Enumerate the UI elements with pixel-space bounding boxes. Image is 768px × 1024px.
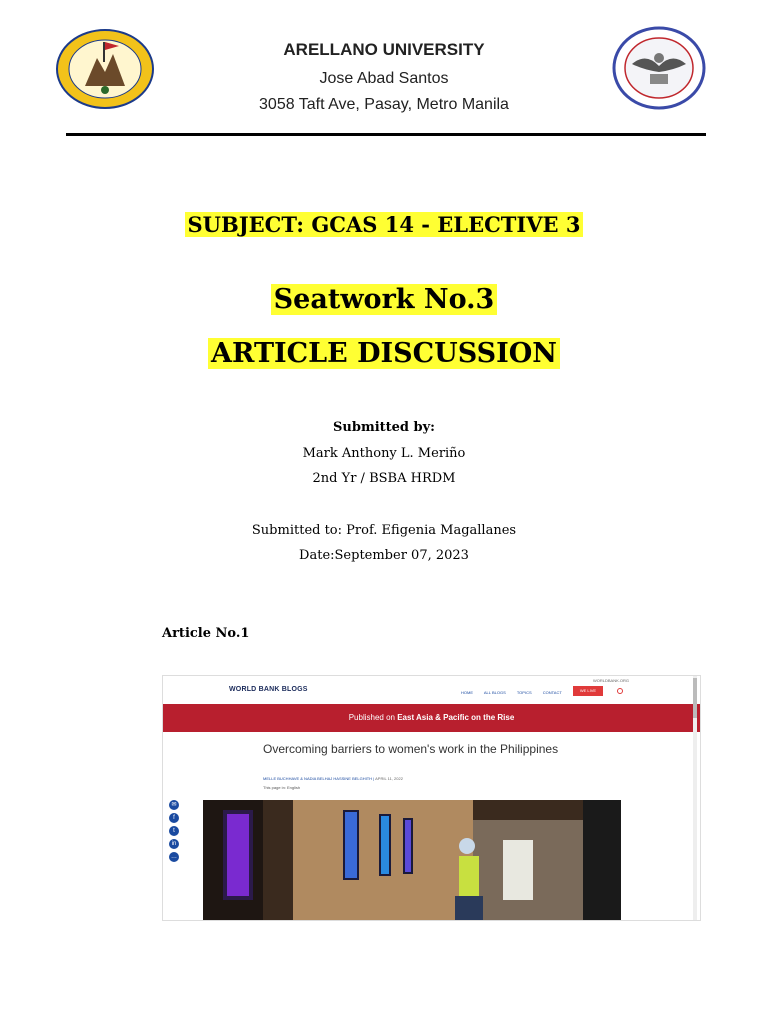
subject-text: SUBJECT: GCAS 14 - ELECTIVE 3: [185, 212, 584, 237]
submitted-to: Submitted to: Prof. Efigenia Magallanes: [251, 523, 517, 538]
page-language: This page in: English: [263, 785, 301, 790]
article-screenshot: [162, 675, 701, 921]
header-divider: [66, 133, 706, 136]
university-name: ARELLANO UNIVERSITY: [283, 40, 485, 59]
twitter-icon: t: [169, 826, 179, 836]
blog-navbar: [163, 676, 700, 704]
banner-blog-name: East Asia & Pacific on the Rise: [397, 713, 515, 722]
article-number-label: Article No.1: [162, 626, 250, 641]
campus-name: Jose Abad Santos: [319, 70, 449, 87]
student-name: Mark Anthony L. Meriño: [302, 446, 466, 461]
we-live-badge: WE LIVE: [573, 686, 603, 696]
university-address: 3058 Taft Ave, Pasay, Metro Manila: [259, 96, 509, 113]
seatwork-heading: [0, 284, 768, 315]
article-discussion-heading: [0, 338, 768, 369]
subject-heading: [0, 212, 768, 237]
business-school-seal-logo: [612, 26, 706, 110]
email-icon: ✉: [169, 800, 179, 810]
screenshot-scroll-thumb: [693, 678, 697, 718]
article-headline: Overcoming barriers to women's work in the Philippines: [263, 742, 559, 756]
banner-prefix: Published on: [348, 713, 398, 722]
author-names: MELLE BUCHHAVE & NADIA BELHAJ HASSINE BELGHITH: [263, 776, 373, 781]
nav-all-blogs: ALL BLOGS: [483, 690, 506, 695]
published-banner: [163, 704, 700, 732]
article-date: APRIL 11, 2022: [375, 776, 403, 781]
submitted-by-label: Submitted by:: [333, 420, 435, 435]
article-authors: MELLE BUCHHAVE & NADIA BELHAJ HASSINE BELGHITH | APRIL 11, 2022: [263, 776, 403, 781]
article-photo: [203, 800, 621, 920]
blog-nav-links: [461, 690, 572, 695]
seatwork-text: Seatwork No.3: [271, 284, 498, 315]
social-share-bar: [169, 800, 183, 865]
facebook-icon: f: [169, 813, 179, 823]
submission-date: Date:September 07, 2023: [299, 548, 469, 563]
search-icon: [617, 688, 623, 694]
student-course: 2nd Yr / BSBA HRDM: [312, 471, 456, 486]
comment-icon: …: [171, 854, 177, 860]
nav-contact: CONTACT: [542, 690, 562, 695]
nav-home: HOME: [461, 690, 473, 695]
article-discussion-text: ARTICLE DISCUSSION: [208, 338, 560, 369]
world-bank-blogs-logo: WORLD BANK BLOGS: [229, 686, 308, 693]
linkedin-icon: in: [169, 839, 179, 849]
worldbank-site-link: WORLDBANK.ORG: [593, 678, 630, 683]
nav-topics: TOPICS: [516, 690, 532, 695]
